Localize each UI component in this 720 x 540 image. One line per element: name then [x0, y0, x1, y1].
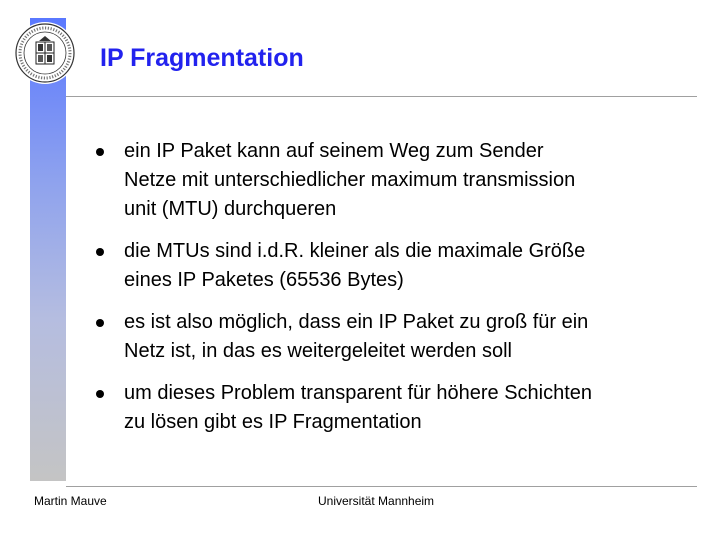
- footer-institution: Universität Mannheim: [318, 494, 435, 508]
- bullet-text: es ist also möglich, dass ein IP Paket zu groß für ein Netz ist, in das es weitergeleitet werden soll: [124, 311, 589, 362]
- title-divider: [66, 96, 697, 97]
- university-seal-icon: [14, 22, 76, 84]
- bullet-list: [96, 137, 696, 450]
- bullet-item: [96, 308, 696, 366]
- bullet-text: die MTUs sind i.d.R. kleiner als die maximale Größe eines IP Paketes (65536 Bytes): [124, 240, 586, 291]
- bullet-dot-icon: [96, 390, 104, 398]
- bullet-item: [96, 137, 696, 224]
- bullet-dot-icon: [96, 319, 104, 327]
- slide-title: IP Fragmentation: [100, 44, 304, 72]
- bullet-dot-icon: [96, 248, 104, 256]
- bullet-item: [96, 237, 696, 295]
- footer-divider: [66, 486, 697, 487]
- bullet-dot-icon: [96, 148, 104, 156]
- footer-author: Martin Mauve: [34, 494, 107, 508]
- side-gradient-bar: [30, 18, 66, 481]
- bullet-text: ein IP Paket kann auf seinem Weg zum Sender Netze mit unterschiedlicher maximum transmission unit (MTU) durchqueren: [124, 140, 576, 220]
- bullet-text: um dieses Problem transparent für höhere Schichten zu lösen gibt es IP Fragmentation: [124, 382, 593, 433]
- bullet-item: [96, 379, 696, 437]
